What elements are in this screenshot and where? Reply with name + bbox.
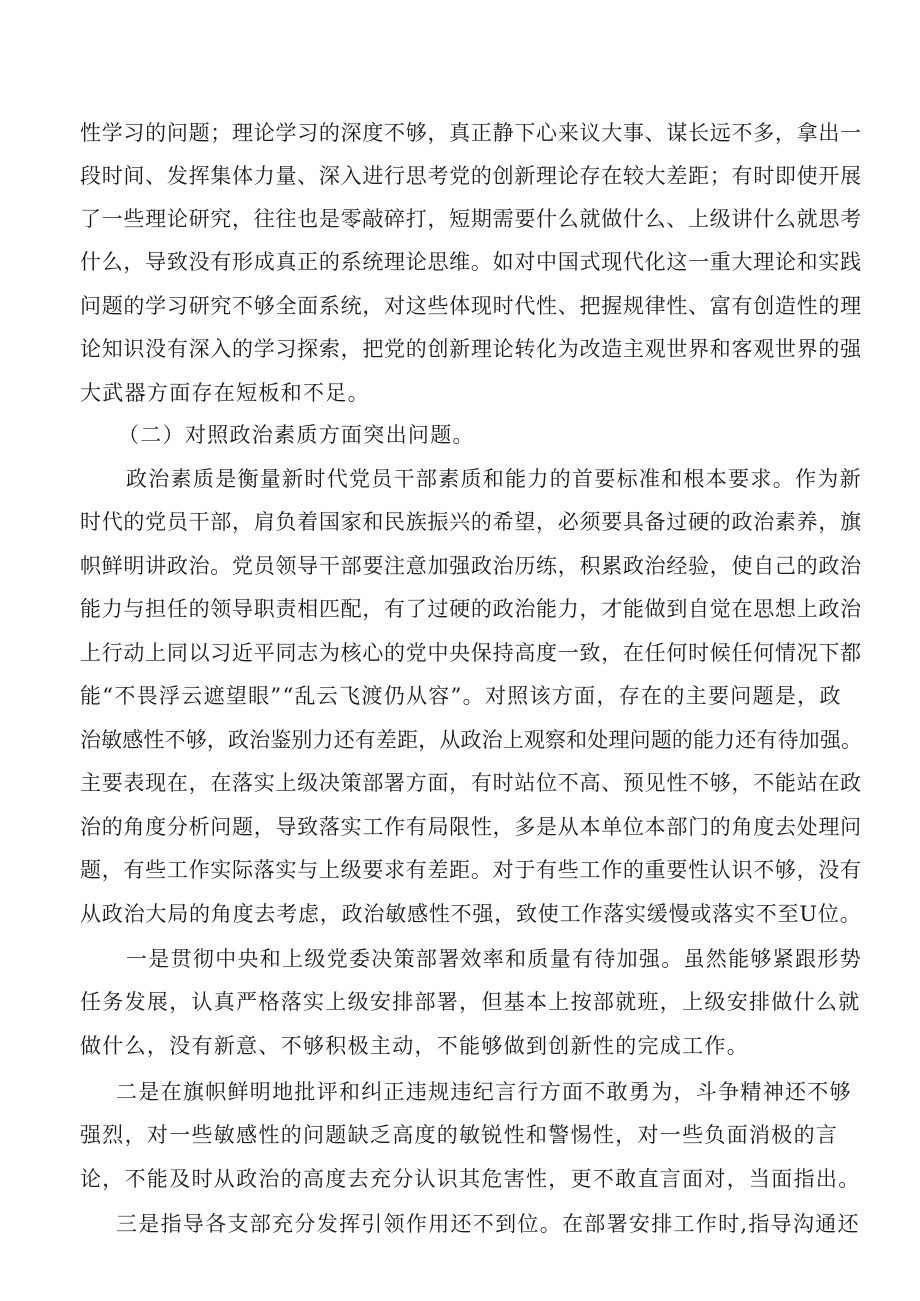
para2-line-6: 能“不畏浮云遮望眼”“乱云飞渡仍从容”。对照该方面，存在的主要问题是，政 (80, 684, 842, 708)
item2-line-1: 二是在旗帜鲜明地批评和纠正违规违纪言行方面不敢勇为，斗争精神还不够 (116, 1080, 852, 1104)
para1-line-3: 了一些理论研究，往往也是零敲碎打，短期需要什么就做什么、上级讲什么就思考 (80, 207, 862, 231)
item2-line-3: 论，不能及时从政治的高度去充分认识其危害性，更不敢直言面对，当面指出。 (80, 1167, 861, 1191)
para1-line-5: 问题的学习研究不够全面系统，对这些体现时代性、把握规律性、富有创造性的理 (80, 294, 862, 318)
para2-line-1: 政治素质是衡量新时代党员干部素质和能力的首要标准和根本要求。作为新 (126, 467, 862, 491)
item1-line-1: 一是贯彻中央和上级党委决策部署效率和质量有待加强。虽然能够紧跟形势 (126, 947, 862, 971)
para1-line-6: 论知识没有深入的学习探索，把党的创新理论转化为改造主观世界和客观世界的强 (80, 337, 862, 361)
para1-line-1: 性学习的问题；理论学习的深度不够，真正静下心来议大事、谋长远不多，拿出一 (80, 121, 862, 145)
section-heading: （二）对照政治素质方面突出问题。 (118, 423, 475, 447)
item1-line-3: 做什么，没有新意、不够积极主动，不能够做到创新性的完成工作。 (80, 1034, 749, 1058)
item3-line-1: 三是指导各支部充分发挥引领作用还不到位。在部署安排工作时,指导沟通还 (116, 1212, 860, 1236)
para2-line-4: 能力与担任的领导职责相匹配，有了过硬的政治能力，才能做到自觉在思想上政治 (80, 597, 862, 621)
para1-line-7: 大武器方面存在短板和不足。 (80, 381, 370, 405)
para2-line-8: 主要表现在，在落实上级决策部署方面，有时站位不高、预见性不够，不能站在政 (80, 771, 862, 795)
para2-line-7: 治敏感性不够，政治鉴别力还有差距，从政治上观察和处理问题的能力还有待加强。 (80, 728, 863, 752)
para2-line-11: 从政治大局的角度去考虑，政治敏感性不强，致使工作落实缓慢或落实不至U位。 (80, 902, 862, 926)
item2-line-2: 强烈，对一些敏感性的问题缺乏高度的敏锐性和警惕性，对一些负面消极的言 (80, 1123, 839, 1147)
para2-line-5: 上行动上同以习近平同志为核心的党中央保持高度一致，在任何时候任何情况下都 (80, 641, 862, 665)
para2-line-9: 治的角度分析问题，导致落实工作有局限性，多是从本单位本部门的角度去处理问 (80, 815, 862, 839)
para1-line-2: 段时间、发挥集体力量、深入进行思考党的创新理论存在较大差距；有时即使开展 (80, 164, 862, 188)
para1-line-4: 什么，导致没有形成真正的系统理论思维。如对中国式现代化这一重大理论和实践 (80, 250, 862, 274)
para2-line-10: 题，有些工作实际落实与上级要求有差距。对于有些工作的重要性认识不够，没有 (80, 858, 862, 882)
para2-line-3: 帜鲜明讲政治。党员领导干部要注意加强政治历练，积累政治经验，使自己的政治 (80, 554, 862, 578)
item1-line-2: 任务发展，认真严格落实上级安排部署，但基本上按部就班，上级安排做什么就 (80, 990, 861, 1014)
para2-line-2: 时代的党员干部，肩负着国家和民族振兴的希望，必须要具备过硬的政治素养，旗 (80, 510, 862, 534)
